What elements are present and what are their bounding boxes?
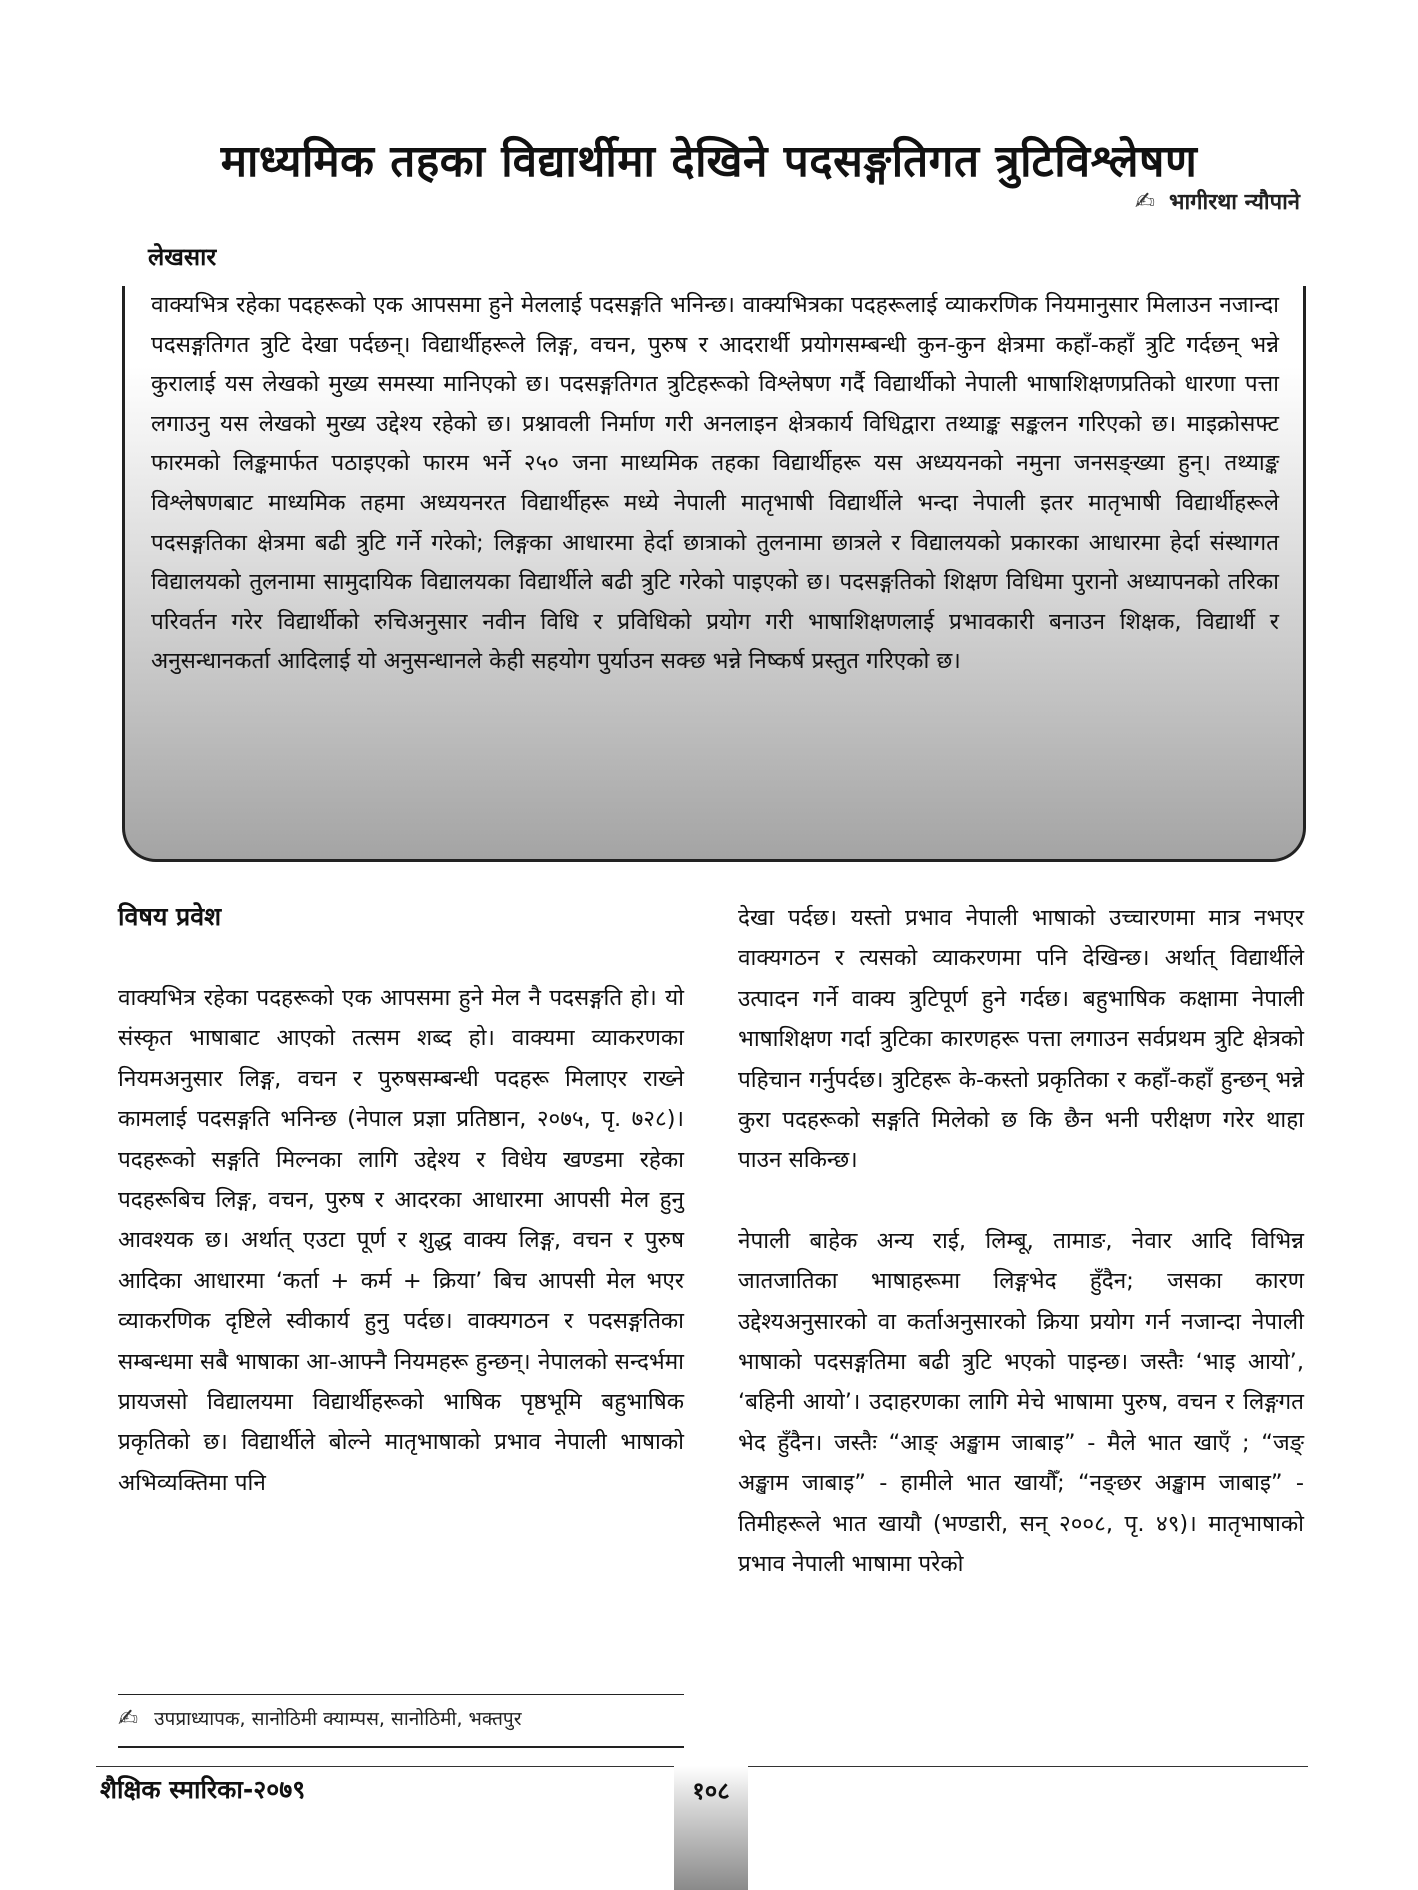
article-title: माध्यमिक तहका विद्यार्थीमा देखिने पदसङ्गतिगत त्रुटिविश्लेषण <box>220 136 1198 188</box>
pen-writing-icon: ✍ <box>1134 187 1155 215</box>
body-paragraph: नेपाली बाहेक अन्य राई, लिम्बू, तामाङ, नेवार आदि विभिन्न जातजातिका भाषाहरूमा लिङ्गभेद हुँदैन; जसका कारण उद्देश्यअनुसारको वा कर्ताअनुसारको क्रिया प्रयोग गर्न नजान्दा नेपाली भाषाको पदसङ्गतिमा बढी त्रुटि भएको पाइन्छ। जस्तैः ‘भाइ आयो’, ‘बहिनी आयो’। उदाहरणका लागि मेचे भाषामा पुरुष, वचन र लिङ्गगत भेद हुँदैन। जस्तैः “आङ् अङ्खाम जाबाइ” - मैले भात खाएँ ; “जङ् अङ्खाम जाबाइ” - हामीले भात खायौँ; “नङ्छर अङ्खाम जाबाइ” - तिमीहरूले भात खायौ (भण्डारी, सन् २००८, पृ. ४९)। मातृभाषाको प्रभाव नेपाली भाषामा परेको <box>738 1227 1304 1578</box>
right-column <box>738 898 1304 1585</box>
section-heading: विषय प्रवेश <box>118 902 222 931</box>
author-line <box>1135 186 1300 216</box>
footnote-divider <box>118 1746 684 1748</box>
abstract-box <box>122 286 1306 862</box>
journal-name: शैक्षिक स्मारिका-२०७९ <box>100 1775 306 1804</box>
left-column <box>118 896 684 1503</box>
abstract-heading: लेखसार <box>148 243 217 271</box>
footnote-text: उपप्राध्यापक, सानोठिमी क्याम्पस, सानोठिमी, भक्तपुर <box>154 1708 522 1730</box>
abstract-text: वाक्यभित्र रहेका पदहरूको एक आपसमा हुने मेललाई पदसङ्गति भनिन्छ। वाक्यभित्रका पदहरूलाई व्याकरणिक नियमानुसार मिलाउन नजान्दा पदसङ्गतिगत त्रुटि देखा पर्दछन्। विद्यार्थीहरूले लिङ्ग, वचन, पुरुष र आदरार्थी प्रयोगसम्बन्धी कुन-कुन क्षेत्रमा कहाँ-कहाँ त्रुटि गर्दछन् भन्ने कुरालाई यस लेखको मुख्य समस्या मानिएको छ। पदसङ्गतिगत त्रुटिहरूको विश्लेषण गर्दै विद्यार्थीको नेपाली भाषाशिक्षणप्रतिको धारणा पत्ता लगाउनु यस लेखको मुख्य उद्देश्य रहेको छ। प्रश्नावली निर्माण गरी अनलाइन क्षेत्रकार्य विधिद्वारा तथ्याङ्क सङ्कलन गरिएको छ। माइक्रोसफ्ट फारमको लिङ्कमार्फत पठाइएको फारम भर्ने २५० जना माध्यमिक तहका विद्यार्थीहरू यस अध्ययनको नमुना जनसङ्ख्या हुन्। तथ्याङ्क विश्लेषणबाट माध्यमिक तहमा अध्ययनरत विद्यार्थीहरू मध्ये नेपाली मातृभाषी विद्यार्थीले भन्दा नेपाली इतर मातृभाषी विद्यार्थीहरूले पदसङ्गतिका क्षेत्रमा बढी त्रुटि गर्ने गरेको; लिङ्गका आधारमा हेर्दा छात्राको तुलनामा छात्रले र विद्यालयको प्रकारका आधारमा हेर्दा संस्थागत विद्यालयको तुलनामा सामुदायिक विद्यालयका विद्यार्थीले बढी त्रुटि गरेको पाइएको छ। पदसङ्गतिको शिक्षण विधिमा पुरानो अध्यापनको तरिका परिवर्तन गरेर विद्यार्थीको रुचिअनुसार नवीन विधि र प्रविधिको प्रयोग गरी भाषाशिक्षणलाई प्रभावकारी बनाउन शिक्षक, विद्यार्थी र अनुसन्धानकर्ता आदिलाई यो अनुसन्धानले केही सहयोग पुर्याउन सक्छ भन्ने निष्कर्ष प्रस्तुत गरिएको छ। <box>151 292 1279 675</box>
body-paragraph: देखा पर्दछ। यस्तो प्रभाव नेपाली भाषाको उच्चारणमा मात्र नभएर वाक्यगठन र त्यसको व्याकरणमा पनि देखिन्छ। अर्थात् विद्यार्थीले उत्पादन गर्ने वाक्य त्रुटिपूर्ण हुने गर्दछ। बहुभाषिक कक्षामा नेपाली भाषाशिक्षण गर्दा त्रुटिका कारणहरू पत्ता लगाउन सर्वप्रथम त्रुटि क्षेत्रको पहिचान गर्नुपर्दछ। त्रुटिहरू के-कस्तो प्रकृतिका र कहाँ-कहाँ हुन्छन् भन्ने कुरा पदहरूको सङ्गति मिलेको छ कि छैन भनी परीक्षण गरेर थाहा पाउन सकिन्छ। <box>738 905 1304 1174</box>
pen-writing-icon: ✍ <box>118 1704 139 1732</box>
page-number: १०८ <box>692 1777 730 1805</box>
author-name: भागीरथा न्यौपाने <box>1168 190 1300 215</box>
body-paragraph: वाक्यभित्र रहेका पदहरूको एक आपसमा हुने मेल नै पदसङ्गति हो। यो संस्कृत भाषाबाट आएको तत्सम शब्द हो। वाक्यमा व्याकरणका नियमअनुसार लिङ्ग, वचन र पुरुषसम्बन्धी पदहरू मिलाएर राख्ने कामलाई पदसङ्गति भनिन्छ (नेपाल प्रज्ञा प्रतिष्ठान, २०७५, पृ. ७२८)। पदहरूको सङ्गति मिल्नका लागि उद्देश्य र विधेय खण्डमा रहेका पदहरूबिच लिङ्ग, वचन, पुरुष र आदरका आधारमा आपसी मेल हुनु आवश्यक छ। अर्थात् एउटा पूर्ण र शुद्ध वाक्य लिङ्ग, वचन र पुरुष आदिका आधारमा ‘कर्ता + कर्म + क्रिया’ बिच आपसी मेल भएर व्याकरणिक दृष्टिले स्वीकार्य हुनु पर्दछ। वाक्यगठन र पदसङ्गतिका सम्बन्धमा सबै भाषाका आ-आफ्नै नियमहरू हुन्छन्। नेपालको सन्दर्भमा प्रायजसो विद्यालयमा विद्यार्थीहरूको भाषिक पृष्ठभूमि बहुभाषिक प्रकृतिको छ। विद्यार्थीले बोल्ने मातृभाषाको प्रभाव नेपाली भाषाको अभिव्यक्तिमा पनि <box>118 985 684 1496</box>
author-footnote <box>118 1704 684 1732</box>
footnote-divider <box>118 1694 684 1695</box>
